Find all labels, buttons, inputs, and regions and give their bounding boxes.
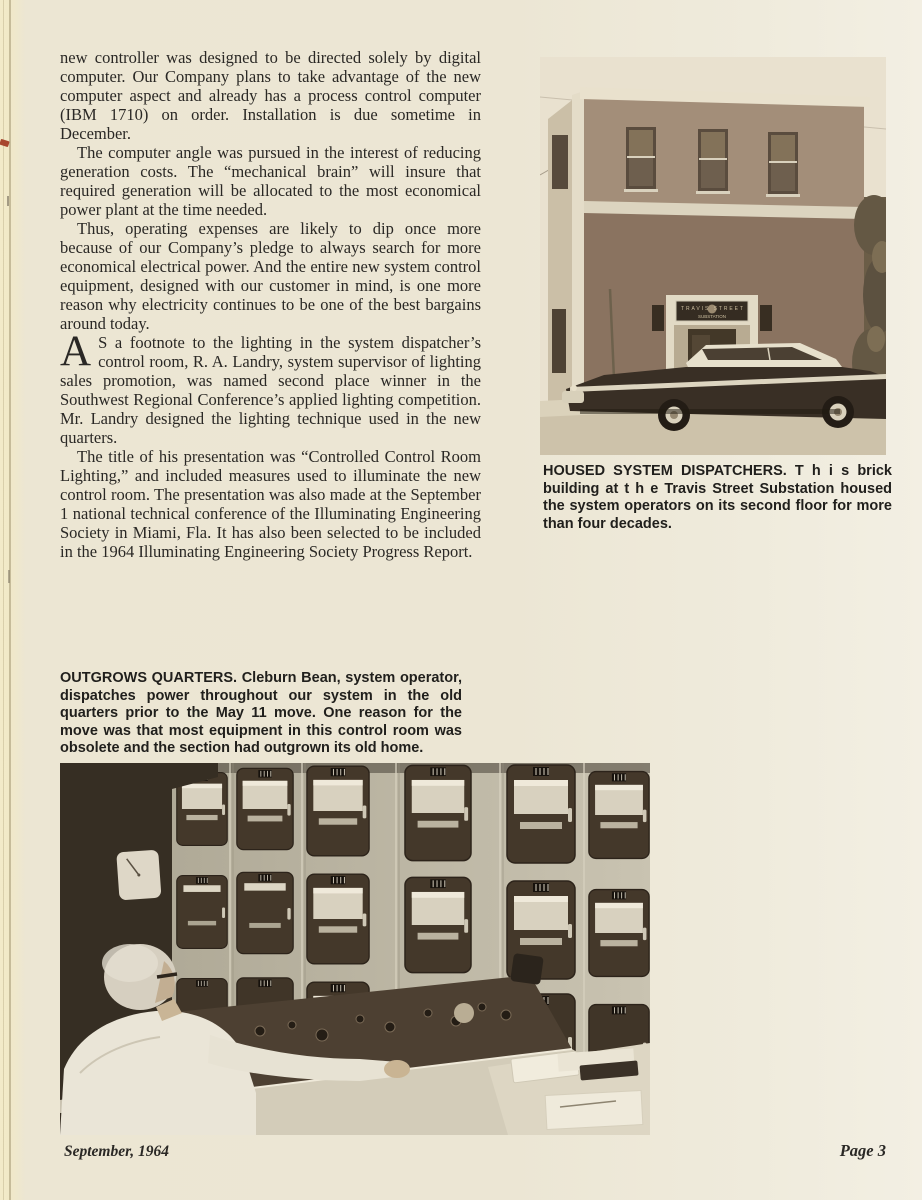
building-photo-illustration	[540, 57, 886, 455]
operator-hand	[384, 1060, 410, 1078]
paragraph-text: S a footnote to the lighting in the system dispatcher’s control room, R. A. Landry, system supervisor of lighting sales promotion, was named second place winner in the Southwest Regional Conference’s applied lighting competition. Mr. Landry designed the lighting technique used in the new quarters.	[60, 333, 481, 447]
article-text-column	[60, 48, 481, 561]
side-window	[552, 135, 568, 189]
paragraph-with-dropcap	[60, 328, 481, 447]
operator-hair	[102, 944, 158, 982]
side-plaque	[760, 305, 772, 331]
window	[624, 127, 658, 192]
control-room-photo	[60, 763, 650, 1135]
window	[696, 129, 730, 194]
binding-tick-mark	[8, 570, 10, 583]
sign-text-bottom: SUBSTATION	[697, 314, 727, 319]
building-photo-caption: HOUSED SYSTEM DISPATCHERS. T h i s brick building at t h e Travis Street Substation housed the system operators on its second floor for more than four decades.	[543, 463, 892, 532]
car-bumper	[562, 391, 584, 403]
side-plaque	[652, 305, 664, 331]
upper-windows	[624, 127, 800, 197]
drop-cap-letter: A	[60, 328, 92, 375]
binding-tick-mark	[7, 196, 9, 206]
footer-page-number: Page 3	[839, 1141, 886, 1160]
car-wheel	[658, 399, 690, 431]
binding-crease-light	[3, 0, 4, 1200]
wall-clock	[116, 850, 161, 901]
paragraph: The title of his presentation was “Controlled Control Room Lighting,” and included measures used to illuminate the new control room. The presentation was also made at the September 1 national technical conference of the Illuminating Engineering Society in Miami, Fla. It has also been selected to be included in the 1964 Illuminating Engineering Society Progress Report.	[60, 447, 481, 561]
paragraph: new controller was designed to be directed solely by digital computer. Our Company plans to take advantage of the new computer aspect and already has a process control computer (IBM 1710) on order. Installation is due sometime in December.	[60, 48, 481, 143]
control-room-photo-caption: OUTGROWS QUARTERS. Cleburn Bean, system operator, dispatches power throughout our system in the old quarters prior to the May 11 move. One reason for the move was that most equipment in this control room was obsolete and the section had outgrown its old home.	[60, 670, 462, 757]
console-dial	[454, 1003, 474, 1023]
corner-pilaster	[572, 91, 584, 407]
building-photo	[540, 57, 886, 455]
console-handset	[510, 953, 544, 985]
sign-text-top: TRAVIS STREET	[681, 306, 743, 312]
footer-issue-date: September, 1964	[64, 1143, 170, 1160]
side-window	[552, 309, 566, 373]
car-headlight	[571, 385, 577, 391]
paragraph: The computer angle was pursued in the interest of reducing generation costs. The “mechanical brain” will insure that required generation will be allocated to the most economical power plant at the time needed.	[60, 143, 481, 219]
window	[766, 132, 800, 197]
paragraph: Thus, operating expenses are likely to dip once more because of our Company’s pledge to always search for more economical electrical power. And the entire new system control equipment, designed with our customer in mind, is one more reason why electricity continues to be one of the best bargains around today.	[60, 219, 481, 333]
control-room-illustration	[60, 763, 650, 1135]
binding-crease	[9, 0, 11, 1200]
